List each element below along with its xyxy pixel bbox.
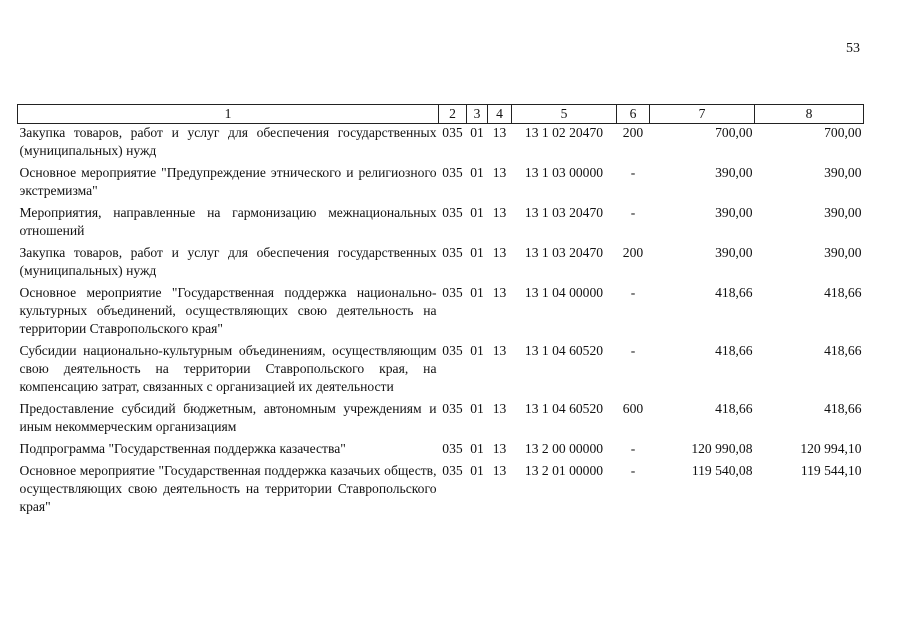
cell-section: 01 [470, 441, 484, 456]
cell-expense-type: 600 [622, 401, 644, 416]
cell-expense-type: - [630, 205, 636, 220]
cell-subsection: 13 [492, 245, 507, 260]
header-row [18, 105, 864, 124]
table-row [18, 284, 864, 342]
cell-expense-type: - [630, 463, 636, 478]
header-col-6: 6 [617, 105, 650, 124]
cell-amount-7: 390,00 [715, 205, 753, 220]
header-col-8: 8 [755, 105, 864, 124]
cell-subsection: 13 [492, 125, 507, 140]
table-row [18, 124, 864, 165]
cell-amount-7: 700,00 [715, 125, 753, 140]
header-col-1: 1 [18, 105, 439, 124]
cell-ministry-code: 035 [442, 165, 463, 180]
cell-amount-8: 418,66 [824, 401, 862, 416]
cell-expense-type: - [630, 343, 636, 358]
cell-amount-8: 120 994,10 [800, 441, 862, 456]
cell-ministry-code: 035 [442, 205, 463, 220]
table-row [18, 400, 864, 440]
row-name: Основное мероприятие "Предупреждение этнического и религиозного экстремизма" [19, 165, 437, 198]
cell-amount-8: 418,66 [824, 343, 862, 358]
cell-ministry-code: 035 [442, 401, 463, 416]
cell-ministry-code: 035 [442, 343, 463, 358]
cell-subsection: 13 [492, 165, 507, 180]
cell-expense-type: 200 [622, 245, 644, 260]
cell-subsection: 13 [492, 205, 507, 220]
cell-section: 01 [470, 285, 484, 300]
cell-target-article: 13 2 00 00000 [524, 441, 604, 456]
cell-subsection: 13 [492, 343, 507, 358]
cell-ministry-code: 035 [442, 125, 463, 140]
cell-amount-7: 418,66 [715, 401, 753, 416]
header-col-3: 3 [467, 105, 488, 124]
table-row [18, 440, 864, 462]
row-name: Предоставление субсидий бюджетным, автономным учреждениям и иным некоммерческим организациям [19, 401, 437, 434]
row-name: Закупка товаров, работ и услуг для обеспечения государственных (муниципальных) нужд [19, 125, 437, 158]
cell-amount-7: 390,00 [715, 245, 753, 260]
cell-amount-8: 390,00 [824, 245, 862, 260]
cell-amount-8: 390,00 [824, 205, 862, 220]
cell-section: 01 [470, 463, 484, 478]
row-name: Субсидии национально-культурным объединениям, осуществляющим свою деятельность на территории Ставропольского края, на компенсацию затрат, связанных с организацией их деятельности [19, 343, 437, 394]
table-row [18, 462, 864, 520]
cell-amount-8: 119 544,10 [800, 463, 862, 478]
cell-target-article: 13 1 03 20470 [524, 205, 604, 220]
cell-section: 01 [470, 343, 484, 358]
cell-amount-7: 120 990,08 [691, 441, 753, 456]
cell-expense-type: - [630, 285, 636, 300]
cell-amount-7: 390,00 [715, 165, 753, 180]
row-name: Подпрограмма "Государственная поддержка казачества" [19, 441, 346, 456]
budget-table [17, 104, 864, 520]
cell-target-article: 13 1 03 20470 [524, 245, 604, 260]
cell-target-article: 13 1 02 20470 [524, 125, 604, 140]
cell-subsection: 13 [492, 401, 507, 416]
row-name: Основное мероприятие "Государственная поддержка казачьих обществ, осуществляющих свою деятельность на территории Ставропольского края" [19, 463, 437, 514]
cell-expense-type: - [630, 441, 636, 456]
cell-section: 01 [470, 125, 484, 140]
cell-ministry-code: 035 [442, 285, 463, 300]
cell-expense-type: - [630, 165, 636, 180]
table-row [18, 244, 864, 284]
cell-subsection: 13 [492, 441, 507, 456]
table-row [18, 342, 864, 400]
cell-section: 01 [470, 401, 484, 416]
cell-expense-type: 200 [622, 125, 644, 140]
cell-section: 01 [470, 165, 484, 180]
cell-amount-7: 119 540,08 [691, 463, 753, 478]
cell-amount-8: 700,00 [824, 125, 862, 140]
cell-subsection: 13 [492, 285, 507, 300]
row-name: Мероприятия, направленные на гармонизацию межнациональных отношений [19, 205, 437, 238]
table-row [18, 204, 864, 244]
table-header [18, 105, 864, 124]
header-col-2: 2 [439, 105, 467, 124]
cell-ministry-code: 035 [442, 441, 463, 456]
cell-target-article: 13 1 04 60520 [524, 401, 604, 416]
cell-target-article: 13 1 03 00000 [524, 165, 604, 180]
header-col-7: 7 [650, 105, 755, 124]
cell-target-article: 13 2 01 00000 [524, 463, 604, 478]
table-row [18, 164, 864, 204]
cell-amount-7: 418,66 [715, 343, 753, 358]
header-col-4: 4 [488, 105, 512, 124]
row-name: Закупка товаров, работ и услуг для обеспечения государственных (муниципальных) нужд [19, 245, 437, 278]
header-col-5: 5 [512, 105, 617, 124]
cell-amount-8: 390,00 [824, 165, 862, 180]
cell-section: 01 [470, 245, 484, 260]
cell-section: 01 [470, 205, 484, 220]
cell-ministry-code: 035 [442, 463, 463, 478]
cell-amount-7: 418,66 [715, 285, 753, 300]
cell-target-article: 13 1 04 00000 [524, 285, 604, 300]
cell-target-article: 13 1 04 60520 [524, 343, 604, 358]
table-body [18, 124, 864, 521]
page-number: 53 [846, 41, 860, 56]
cell-amount-8: 418,66 [824, 285, 862, 300]
cell-subsection: 13 [492, 463, 507, 478]
cell-ministry-code: 035 [442, 245, 463, 260]
row-name: Основное мероприятие "Государственная поддержка национально-культурных объединений, осуществляющих свою деятельность на территории Ставропольского края" [19, 285, 437, 336]
